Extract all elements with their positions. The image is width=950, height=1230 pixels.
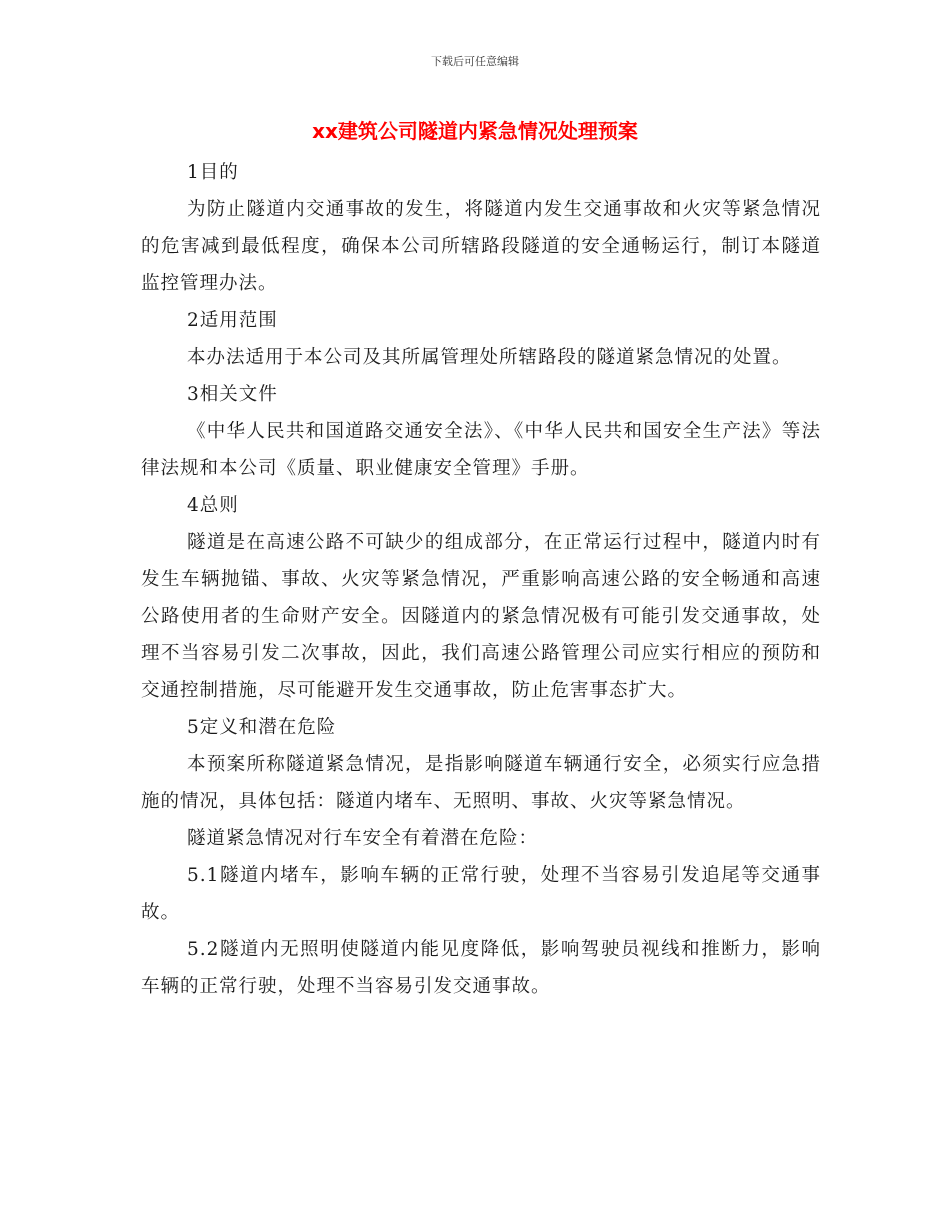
paragraph-scope: 本办法适用于本公司及其所属管理处所辖路段的隧道紧急情况的处置。 — [187, 347, 792, 368]
paragraph-hazards-intro: 隧道紧急情况对行车安全有着潜在危险： — [187, 828, 539, 849]
paragraph-general: 隧道是在高速公路不可缺少的组成部分，在正常运行过程中，隧道内时有发生车辆抛锚、事故、火灾等紧急情况，严重影响高速公路的安全畅通和高速公路使用者的生命财产安全。因隧道内的紧急情况极有可能引发交通事故，处理不当容易引发二次事故，因此，我们高速公路管理公司应实行相应的预防和交通控制措施，尽可能避开发生交通事故，防止危害事态扩大。 — [141, 532, 821, 701]
document-body — [141, 154, 821, 1005]
header-note: 下载后可任意编辑 — [431, 55, 519, 68]
paragraph-purpose: 为防止隧道内交通事故的发生，将隧道内发生交通事故和火灾等紧急情况的危害减到最低程度，确保本公司所辖路段隧道的安全通畅运行，制订本隧道监控管理办法。 — [141, 199, 821, 294]
section-heading-scope: 2适用范围 — [187, 310, 278, 331]
document-title: xx建筑公司隧道内紧急情况处理预案 — [312, 119, 638, 143]
section-heading-related-documents: 3相关文件 — [187, 384, 278, 405]
section-heading-general: 4总则 — [187, 495, 239, 516]
section-heading-definition: 5定义和潜在危险 — [187, 717, 337, 738]
paragraph-hazard-5-2: 5.2隧道内无照明使隧道内能见度降低，影响驾驶员视线和推断力，影响车辆的正常行驶，处理不当容易引发交通事故。 — [141, 939, 821, 997]
section-heading-purpose: 1目的 — [187, 162, 239, 183]
paragraph-definition: 本预案所称隧道紧急情况，是指影响隧道车辆通行安全，必须实行应急措施的情况，具体包括：隧道内堵车、无照明、事故、火灾等紧急情况。 — [141, 754, 821, 812]
paragraph-related-documents: 《中华人民共和国道路交通安全法》、《中华人民共和国安全生产法》等法律法规和本公司《质量、职业健康安全管理》手册。 — [141, 421, 821, 479]
paragraph-hazard-5-1: 5.1隧道内堵车，影响车辆的正常行驶，处理不当容易引发追尾等交通事故。 — [141, 865, 821, 923]
